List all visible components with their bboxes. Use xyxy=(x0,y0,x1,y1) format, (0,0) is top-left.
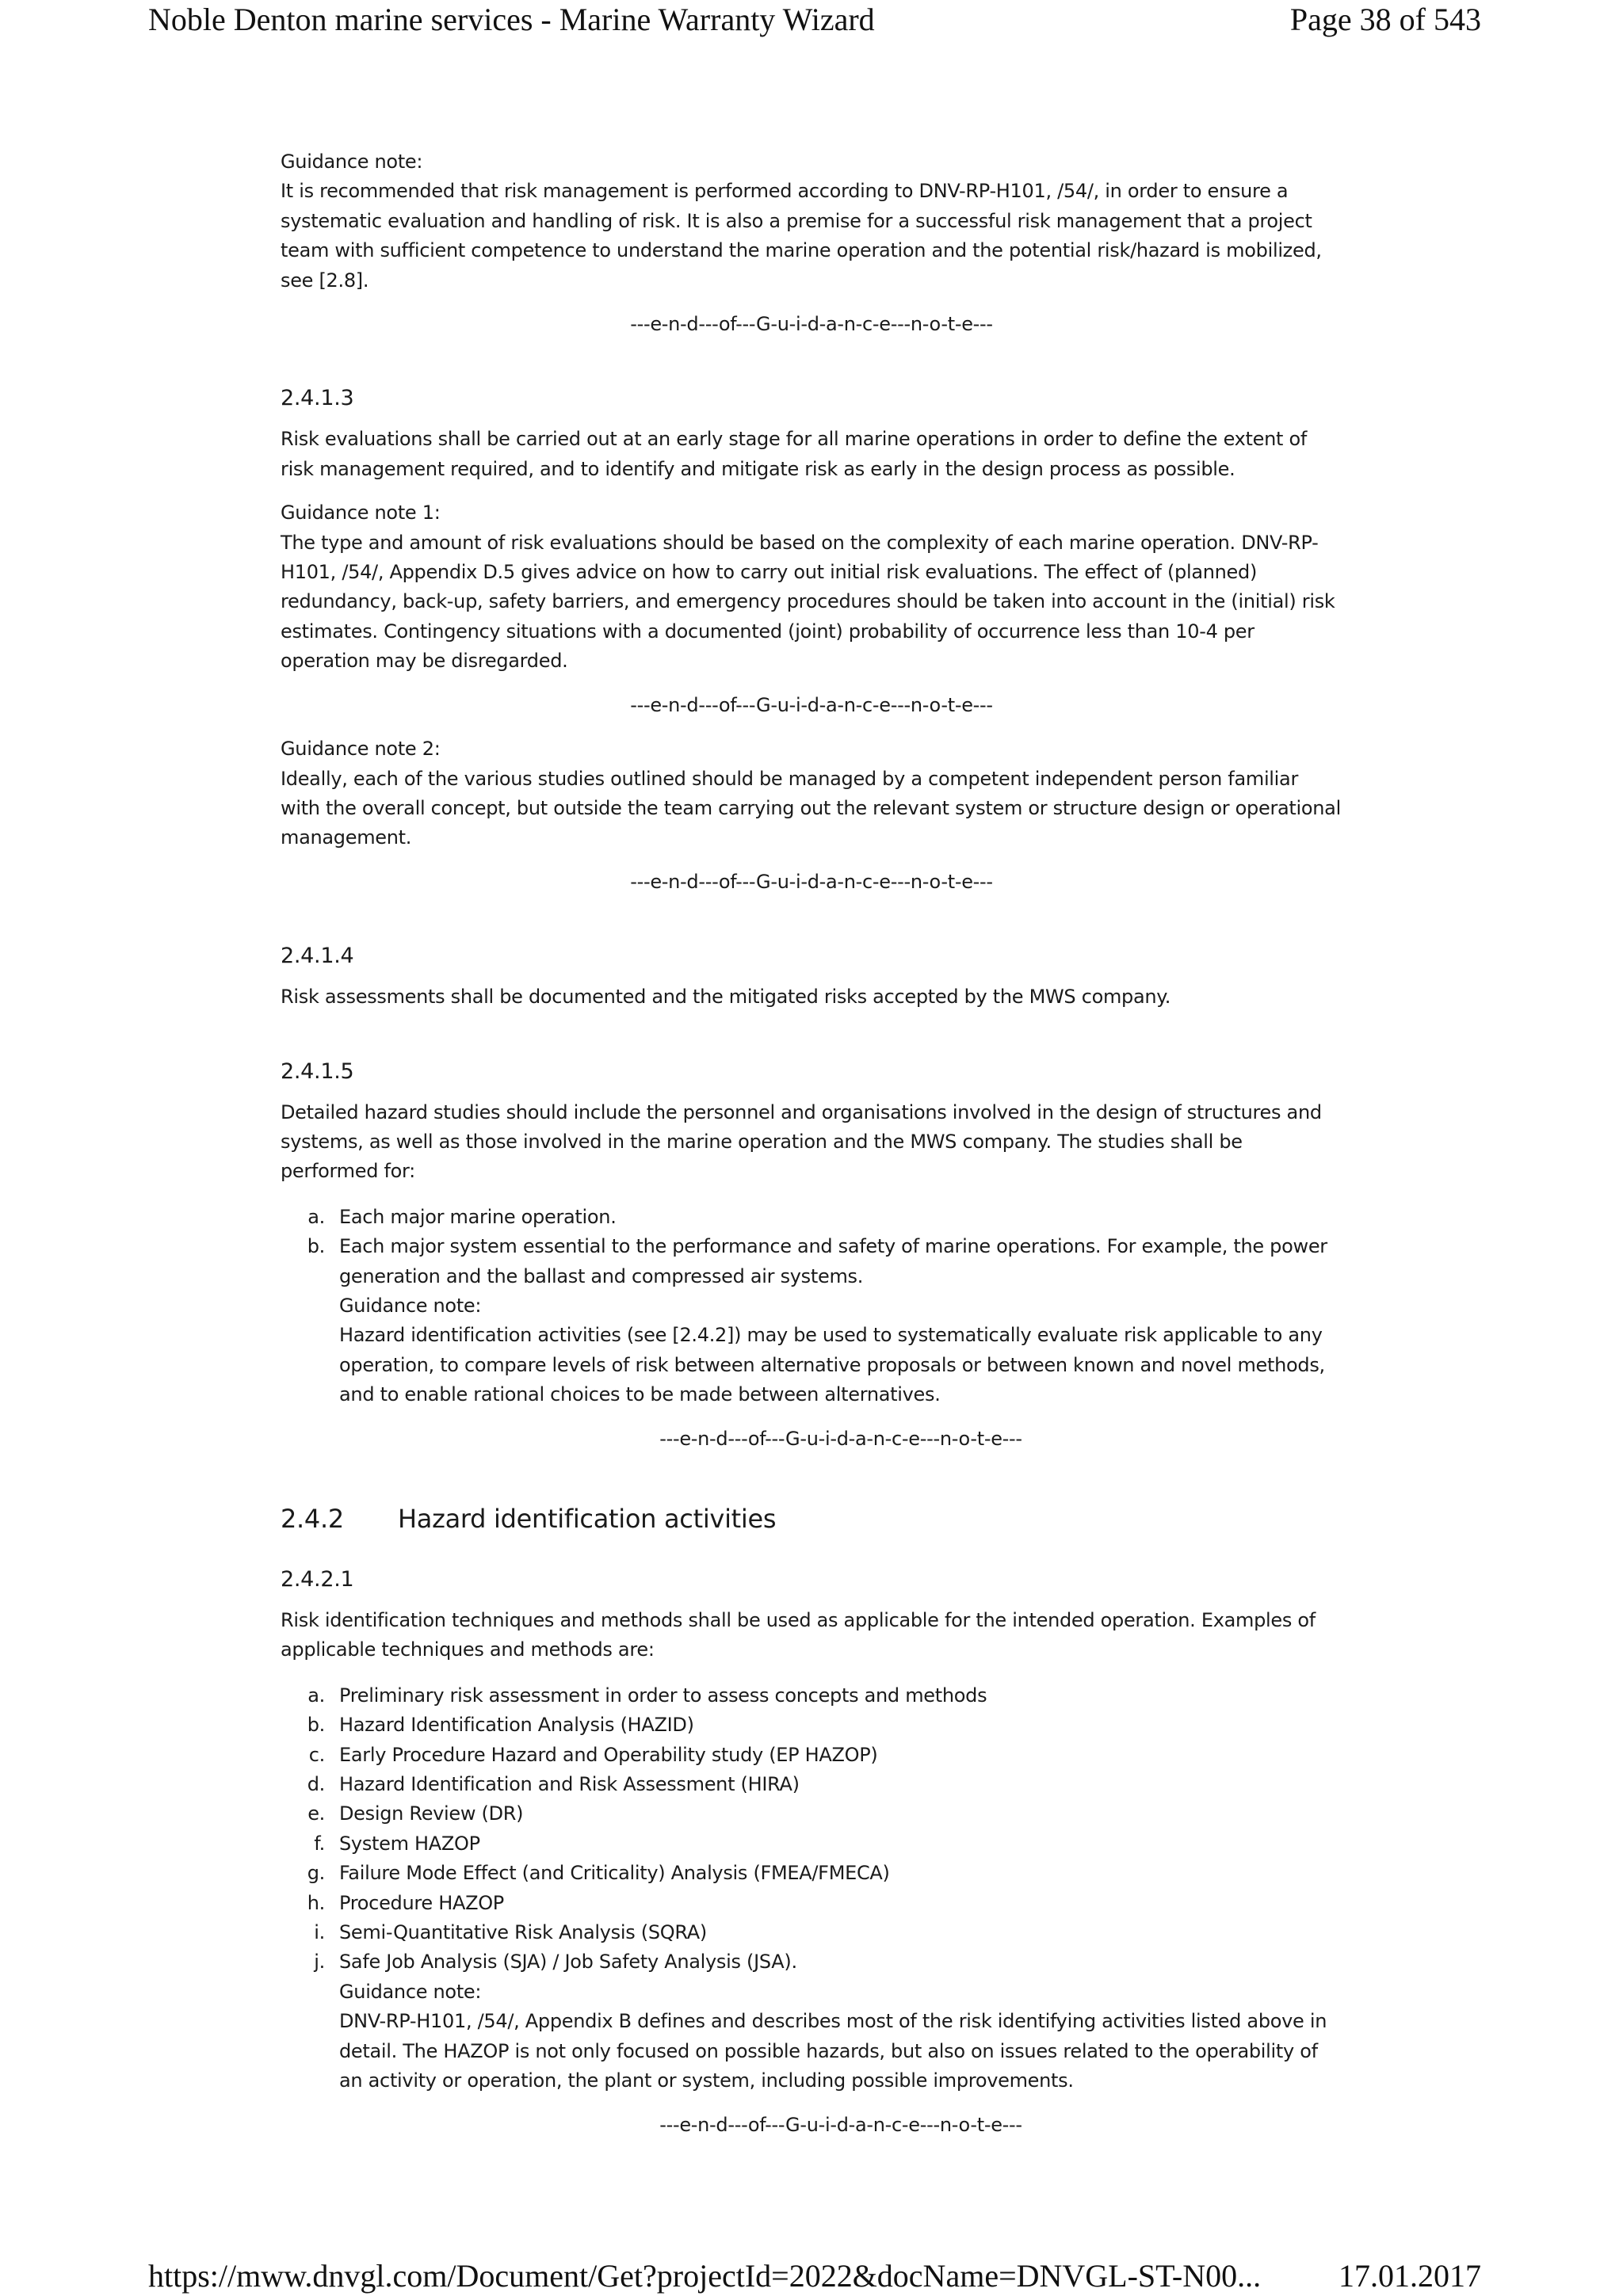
list-marker: b. xyxy=(307,1714,325,1737)
clause-text-2-4-1-3: Risk evaluations shall be carried out at an early stage for all marine operations in order to define the extent of risk management required, and to identify and mitigate risk as early in the design process as possible. xyxy=(281,428,1307,480)
guidance-note-label: Guidance note: xyxy=(339,1980,482,2003)
list-2-4-2-1 xyxy=(281,1681,1342,2096)
clause-number-2-4-1-5: 2.4.1.5 xyxy=(281,1058,354,1084)
list-item xyxy=(281,1741,1342,1770)
list-item xyxy=(281,1918,1342,1947)
footer-date: 17.01.2017 xyxy=(1338,2258,1481,2294)
list-item xyxy=(281,1681,1342,1711)
page-number: Page 38 of 543 xyxy=(1289,2,1481,37)
list-item-text: System HAZOP xyxy=(339,1832,480,1855)
section-number: 2.4.2 xyxy=(281,1504,344,1534)
list-item xyxy=(281,1232,1342,1409)
list-item xyxy=(281,1711,1342,1740)
list-item-text: Procedure HAZOP xyxy=(339,1891,504,1914)
end-of-guidance-note: ---e-n-d---of---G-u-i-d-a-n-c-e---n-o-t-e--- xyxy=(630,313,993,336)
list-2-4-1-5 xyxy=(281,1203,1342,1410)
list-item-text: Hazard Identification Analysis (HAZID) xyxy=(339,1714,694,1737)
list-item-text: Failure Mode Effect (and Criticality) Analysis (FMEA/FMECA) xyxy=(339,1862,890,1885)
list-item-text: Preliminary risk assessment in order to assess concepts and methods xyxy=(339,1684,987,1707)
list-item xyxy=(281,1947,1342,2096)
list-item xyxy=(281,1829,1342,1859)
end-of-guidance-note: ---e-n-d---of---G-u-i-d-a-n-c-e---n-o-t-e--- xyxy=(659,2113,1022,2136)
clause-number-2-4-1-3: 2.4.1.3 xyxy=(281,386,354,411)
list-marker: h. xyxy=(307,1891,325,1914)
list-item-text: Design Review (DR) xyxy=(339,1802,524,1825)
document-body xyxy=(281,147,1342,2140)
end-of-guidance-note: ---e-n-d---of---G-u-i-d-a-n-c-e---n-o-t-e--- xyxy=(659,1427,1022,1450)
clause-text-2-4-2-1: Risk identification techniques and methods shall be used as applicable for the intended operation. Examples of applicable techniques and methods are: xyxy=(281,1609,1316,1661)
list-item-text: Safe Job Analysis (SJA) / Job Safety Analysis (JSA). xyxy=(339,1951,797,1974)
list-item-text: Hazard Identification and Risk Assessment (HIRA) xyxy=(339,1773,800,1796)
list-item xyxy=(281,1770,1342,1799)
list-marker: a. xyxy=(307,1684,325,1707)
list-item xyxy=(281,1859,1342,1888)
guidance-note-text: DNV-RP-H101, /54/, Appendix B defines and describes most of the risk identifying activities listed above in detail. The HAZOP is not only focused on possible hazards, but also on issues related to the operability of an activity or operation, the plant or system, including possible improvements. xyxy=(339,2010,1327,2092)
header-title: Noble Denton marine services - Marine Warranty Wizard xyxy=(148,2,875,37)
list-marker: f. xyxy=(314,1832,325,1855)
end-of-guidance-note: ---e-n-d---of---G-u-i-d-a-n-c-e---n-o-t-e--- xyxy=(630,693,993,716)
guidance-note-1-text: The type and amount of risk evaluations should be based on the complexity of each marine operation. DNV-RP-H101, /54/, Appendix D.5 gives advice on how to carry out initial risk evaluations. The effect of (planned) redundancy, back-up, safety barriers, and emergency procedures should be taken into account in the (initial) risk estimates. Contingency situations with a documented (joint) probability of occurrence less than 10-4 per operation may be disregarded. xyxy=(281,531,1335,673)
clause-text-2-4-1-4: Risk assessments shall be documented and the mitigated risks accepted by the MWS company. xyxy=(281,986,1171,1009)
end-of-guidance-note: ---e-n-d---of---G-u-i-d-a-n-c-e---n-o-t-e--- xyxy=(630,870,993,893)
list-item xyxy=(281,1203,1342,1232)
list-item xyxy=(281,1889,1342,1918)
list-item xyxy=(281,1799,1342,1829)
list-item-text: Each major system essential to the performance and safety of marine operations. For example, the power generation and the ballast and compressed air systems. xyxy=(339,1235,1327,1287)
list-item-text: Semi-Quantitative Risk Analysis (SQRA) xyxy=(339,1921,707,1944)
footer-url: https://mww.dnvgl.com/Document/Get?projectId=2022&docName=DNVGL-ST-N00... xyxy=(148,2258,1262,2294)
list-marker: d. xyxy=(307,1773,325,1796)
guidance-note-label: Guidance note: xyxy=(281,151,423,173)
list-marker: g. xyxy=(307,1862,325,1885)
guidance-note-text: Hazard identification activities (see [2.4.2]) may be used to systematically evaluate risk applicable to any operation, to compare levels of risk between alternative proposals or between known and novel methods, and to enable rational choices to be made between alternatives. xyxy=(339,1324,1325,1406)
list-marker: i. xyxy=(314,1921,325,1944)
list-marker: j. xyxy=(314,1951,325,1974)
list-marker: b. xyxy=(307,1235,325,1258)
guidance-note-2-text: Ideally, each of the various studies outlined should be managed by a competent independent person familiar with the overall concept, but outside the team carrying out the relevant system or structure design or operational management. xyxy=(281,767,1341,849)
guidance-note-1-label: Guidance note 1: xyxy=(281,502,441,524)
list-marker: a. xyxy=(307,1205,325,1228)
list-item-text: Early Procedure Hazard and Operability study (EP HAZOP) xyxy=(339,1743,878,1766)
list-marker: c. xyxy=(308,1743,325,1766)
clause-text-2-4-1-5: Detailed hazard studies should include the personnel and organisations involved in the design of structures and systems, as well as those involved in the marine operation and the MWS company. The studies shall be performed for: xyxy=(281,1100,1322,1183)
list-item-text: Each major marine operation. xyxy=(339,1205,617,1228)
section-heading-2-4-2 xyxy=(281,1503,1342,1535)
list-marker: e. xyxy=(307,1802,325,1825)
guidance-note-label: Guidance note: xyxy=(339,1294,482,1317)
section-title: Hazard identification activities xyxy=(398,1504,777,1534)
clause-number-2-4-1-4: 2.4.1.4 xyxy=(281,944,354,969)
guidance-note-text: It is recommended that risk management is performed according to DNV-RP-H101, /54/, in order to ensure a systematic evaluation and handling of risk. It is also a premise for a successful risk management that a project team with sufficient competence to understand the marine operation and the potential risk/hazard is mobilized, see [2.8]. xyxy=(281,180,1322,292)
guidance-note-2-label: Guidance note 2: xyxy=(281,738,441,761)
clause-number-2-4-2-1: 2.4.2.1 xyxy=(281,1567,354,1592)
